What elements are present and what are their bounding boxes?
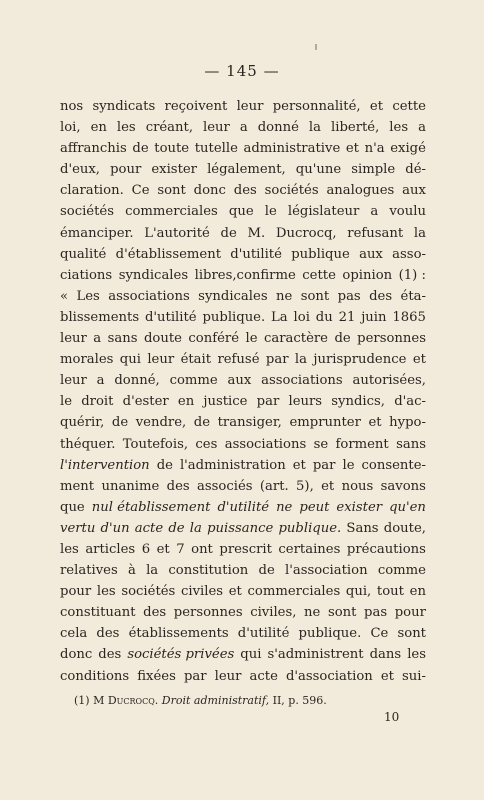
word: précautions (346, 541, 426, 557)
word: d'ester (122, 394, 169, 410)
footnote-marker: (1) M (74, 694, 105, 707)
text-line (60, 201, 426, 222)
word: leur (236, 99, 264, 114)
word: d'utilité (217, 499, 270, 515)
word: opinion (342, 267, 393, 283)
word: ment (60, 478, 95, 494)
word: nous (341, 478, 374, 494)
text-line (60, 602, 426, 623)
word: que (228, 204, 254, 220)
word: et (345, 141, 359, 157)
word: légalement, (207, 162, 286, 178)
footnote-title: Droit administratif, (161, 694, 270, 707)
word: forment (335, 436, 389, 452)
word: a (370, 204, 379, 220)
word: constitution (168, 563, 249, 579)
word: jurisprudence (313, 352, 407, 368)
text-line (60, 96, 426, 117)
word: ces (195, 436, 218, 452)
word: en (90, 120, 107, 136)
word: et (321, 478, 335, 494)
word: d'utilité (144, 309, 197, 325)
word: et (380, 668, 394, 684)
word: voulu (389, 204, 426, 220)
text-line (60, 159, 426, 180)
word: qui (119, 352, 141, 368)
word: publique. (298, 626, 362, 642)
word: conféré (188, 331, 240, 347)
text-line (60, 370, 426, 391)
word: ne (276, 288, 293, 304)
word: l'intervention (60, 457, 150, 473)
word: de (156, 457, 173, 473)
word: les (60, 541, 79, 557)
word: en (409, 584, 426, 600)
word: pour (60, 584, 92, 600)
word: La (271, 309, 288, 325)
word: 1865 (392, 309, 426, 325)
word: qu'en (389, 499, 426, 515)
word: ont (191, 541, 213, 557)
word: n'a (364, 141, 385, 157)
page-header: — 145 — (204, 62, 280, 80)
word: de (168, 520, 185, 536)
word: en (177, 394, 195, 410)
word: d'eux, (60, 162, 100, 178)
word: d'un (100, 520, 130, 536)
word: associés (197, 478, 253, 494)
word: sans (107, 331, 138, 347)
word: civiles, (250, 605, 297, 621)
word: a (418, 120, 426, 136)
word: du (315, 309, 333, 325)
word: pas (364, 605, 388, 621)
word: personnes (357, 331, 426, 347)
word: publique (291, 246, 350, 262)
word: était (180, 352, 212, 368)
word: Ce (131, 183, 150, 199)
word: d'association (285, 668, 373, 684)
word: qualité (60, 246, 107, 262)
word: sui- (402, 668, 426, 684)
word: acte (134, 520, 164, 536)
word: l'association (284, 563, 368, 579)
word: savons (380, 478, 426, 494)
text-line (60, 644, 426, 665)
word: Ducrocq, (275, 225, 337, 241)
word: la (308, 120, 322, 136)
word: asso- (392, 246, 426, 262)
word: 6 (141, 541, 151, 557)
word: d'utilité (230, 246, 282, 262)
word: établissements (128, 626, 229, 642)
word: d'établissement (115, 246, 221, 262)
word: commerciales (247, 584, 341, 600)
word: de (111, 415, 129, 431)
word: syndicales (198, 288, 268, 304)
word: (art. (259, 478, 289, 494)
word: 7 (176, 541, 185, 557)
word: nul établissement (91, 499, 211, 515)
word: loi (293, 309, 310, 325)
text-line (60, 244, 426, 265)
word: a (239, 120, 248, 136)
word: d'ac- (394, 394, 426, 410)
word: 21 (338, 309, 356, 325)
word: sont (327, 605, 357, 621)
word: leur (60, 373, 87, 389)
word: tutelle (194, 141, 238, 157)
signature-mark: 10 (384, 710, 400, 724)
word: pour (110, 162, 142, 178)
word: les (407, 647, 426, 663)
footnote (74, 694, 327, 707)
text-line (60, 138, 426, 159)
word: l'administration (179, 457, 286, 473)
word: cela (60, 626, 88, 642)
word: Sans (346, 520, 379, 536)
word: par (312, 457, 336, 473)
text-line (60, 497, 426, 518)
word: s'administrent (267, 647, 364, 663)
word: que (60, 499, 85, 515)
word: vertu (60, 520, 96, 536)
word: des (98, 647, 122, 663)
word: la (294, 352, 307, 368)
word: d'utilité (237, 626, 290, 642)
word: aux (359, 246, 383, 262)
word: la (189, 520, 202, 536)
word: libres,confirme (194, 267, 296, 283)
word: des (96, 626, 120, 642)
word: sociétés (264, 183, 319, 199)
word: émanciper. (60, 225, 134, 241)
word: publique. (202, 309, 266, 325)
word: aux (227, 373, 252, 389)
word: théquer. (60, 436, 116, 452)
word: emprunter (289, 415, 361, 431)
word: pour (394, 605, 426, 621)
word: éta- (400, 288, 426, 304)
word: unanime (101, 478, 160, 494)
word: donné (257, 120, 299, 136)
word: personnalité, (272, 99, 361, 114)
text-line (60, 666, 426, 687)
word: associations (224, 436, 307, 452)
word: par (256, 394, 280, 410)
word: conditions (60, 668, 130, 684)
word: administrative (243, 141, 341, 157)
word: et (412, 352, 426, 368)
word: ne (276, 499, 293, 515)
word: personnes (173, 605, 243, 621)
word: de (258, 563, 275, 579)
word: publique. (278, 520, 342, 536)
word: vendre, (135, 415, 187, 431)
word: leur (203, 120, 230, 136)
word: le (264, 204, 277, 220)
word: transiger, (217, 415, 282, 431)
text-line (60, 328, 426, 349)
word: loi, (60, 120, 81, 136)
footnote-ref: II, p. 596. (272, 694, 327, 707)
word: analogues (326, 183, 395, 199)
word: des (369, 288, 393, 304)
word: justice (203, 394, 248, 410)
word: le (342, 457, 355, 473)
word: ciations (60, 267, 113, 283)
word: syndics, (331, 394, 385, 410)
word: sont (157, 183, 186, 199)
word: commerciales (125, 204, 218, 220)
text-line (60, 391, 426, 412)
word: hypo- (389, 415, 426, 431)
word: puissance (207, 520, 274, 536)
word: syndicats (92, 99, 156, 114)
word: et (369, 99, 384, 114)
word: de (193, 415, 211, 431)
word: comme (377, 563, 426, 579)
word: a (96, 373, 105, 389)
word: les (389, 120, 409, 136)
word: le (245, 331, 258, 347)
word: des (143, 605, 167, 621)
word: exister (151, 162, 197, 178)
word: associations (108, 288, 190, 304)
word: civiles (181, 584, 224, 600)
body-text (60, 96, 426, 687)
word: aux (402, 183, 426, 199)
word: a (93, 331, 102, 347)
word: Les (76, 288, 100, 304)
word: acte (249, 668, 278, 684)
word: sociétés privées (127, 647, 235, 663)
text-line (60, 307, 426, 328)
word: certaines (278, 541, 341, 557)
word: Ce (370, 626, 389, 642)
word: quérir, (60, 415, 105, 431)
word: associations (261, 373, 343, 389)
word: affranchis (60, 141, 127, 157)
word: à (127, 563, 136, 579)
word: ne (304, 605, 321, 621)
word: doute, (383, 520, 426, 536)
word: dans (369, 647, 402, 663)
word: donné, (114, 373, 160, 389)
word: exigé (390, 141, 426, 157)
text-line (60, 286, 426, 307)
word: droit (81, 394, 114, 410)
word: relatives (60, 563, 118, 579)
word: constituant (60, 605, 136, 621)
word: fixées (137, 668, 176, 684)
word: et (228, 584, 242, 600)
word: autorisées, (352, 373, 426, 389)
text-line (60, 180, 426, 201)
text-line (60, 265, 426, 286)
text-line (60, 349, 426, 370)
word: leurs (288, 394, 323, 410)
word: peut (299, 499, 330, 515)
footnote-author: Ducrocq. (107, 694, 159, 707)
word: de (220, 225, 237, 241)
word: Toutefois, (122, 436, 189, 452)
word: liberté, (331, 120, 380, 136)
word: sont (397, 626, 426, 642)
text-line (60, 539, 426, 560)
word: « (60, 288, 69, 304)
word: claration. (60, 183, 124, 199)
word: qu'une (295, 162, 342, 178)
word: simple (351, 162, 396, 178)
word: législateur (287, 204, 360, 220)
text-line (60, 434, 426, 455)
word: nos (60, 99, 84, 114)
word: leur (60, 331, 87, 347)
word: créant, (145, 120, 194, 136)
word: caractère (263, 331, 328, 347)
word: syndicales (118, 267, 189, 283)
word: leur (147, 352, 175, 368)
word: L'autorité (144, 225, 210, 241)
word: de (334, 331, 351, 347)
word: de (132, 141, 149, 157)
word: M. (247, 225, 266, 241)
word: blissements (60, 309, 140, 325)
word: toute (154, 141, 190, 157)
text-line (60, 455, 426, 476)
word: refusant (347, 225, 404, 241)
word: reçoivent (164, 99, 228, 114)
word: refusé (217, 352, 260, 368)
word: articles (85, 541, 136, 557)
word: la (146, 563, 159, 579)
word: sociétés (121, 584, 176, 600)
text-line (60, 476, 426, 497)
word: cette (302, 267, 336, 283)
word: des (233, 183, 257, 199)
word: qui (240, 647, 262, 663)
word: qui, (345, 584, 372, 600)
word: sociétés (60, 204, 114, 220)
word: des (166, 478, 190, 494)
text-line (60, 223, 426, 244)
word: leur (214, 668, 242, 684)
word: par (183, 668, 207, 684)
word: pas (337, 288, 361, 304)
text-line (60, 623, 426, 644)
word: consente- (361, 457, 426, 473)
word: par (265, 352, 289, 368)
text-line (60, 518, 426, 539)
text-line (60, 412, 426, 433)
text-line (60, 117, 426, 138)
word: exister (336, 499, 383, 515)
word: et (368, 415, 382, 431)
word: la (413, 225, 426, 241)
word: (1) : (398, 267, 426, 283)
word: doute (143, 331, 182, 347)
word: donc (60, 647, 93, 663)
ink-mark (315, 44, 317, 50)
word: tout (376, 584, 404, 600)
text-line (60, 581, 426, 602)
word: les (96, 584, 116, 600)
word: sont (300, 288, 330, 304)
word: comme (169, 373, 218, 389)
word: morales (60, 352, 114, 368)
word: et (156, 541, 170, 557)
word: prescrit (219, 541, 272, 557)
word: 5), (296, 478, 314, 494)
word: le (60, 394, 73, 410)
word: se (313, 436, 329, 452)
word: et (292, 457, 306, 473)
word: donc (193, 183, 226, 199)
word: sans (396, 436, 426, 452)
text-line (60, 560, 426, 581)
word: les (116, 120, 136, 136)
word: dé- (405, 162, 426, 178)
word: juin (361, 309, 387, 325)
word: cette (392, 99, 426, 114)
